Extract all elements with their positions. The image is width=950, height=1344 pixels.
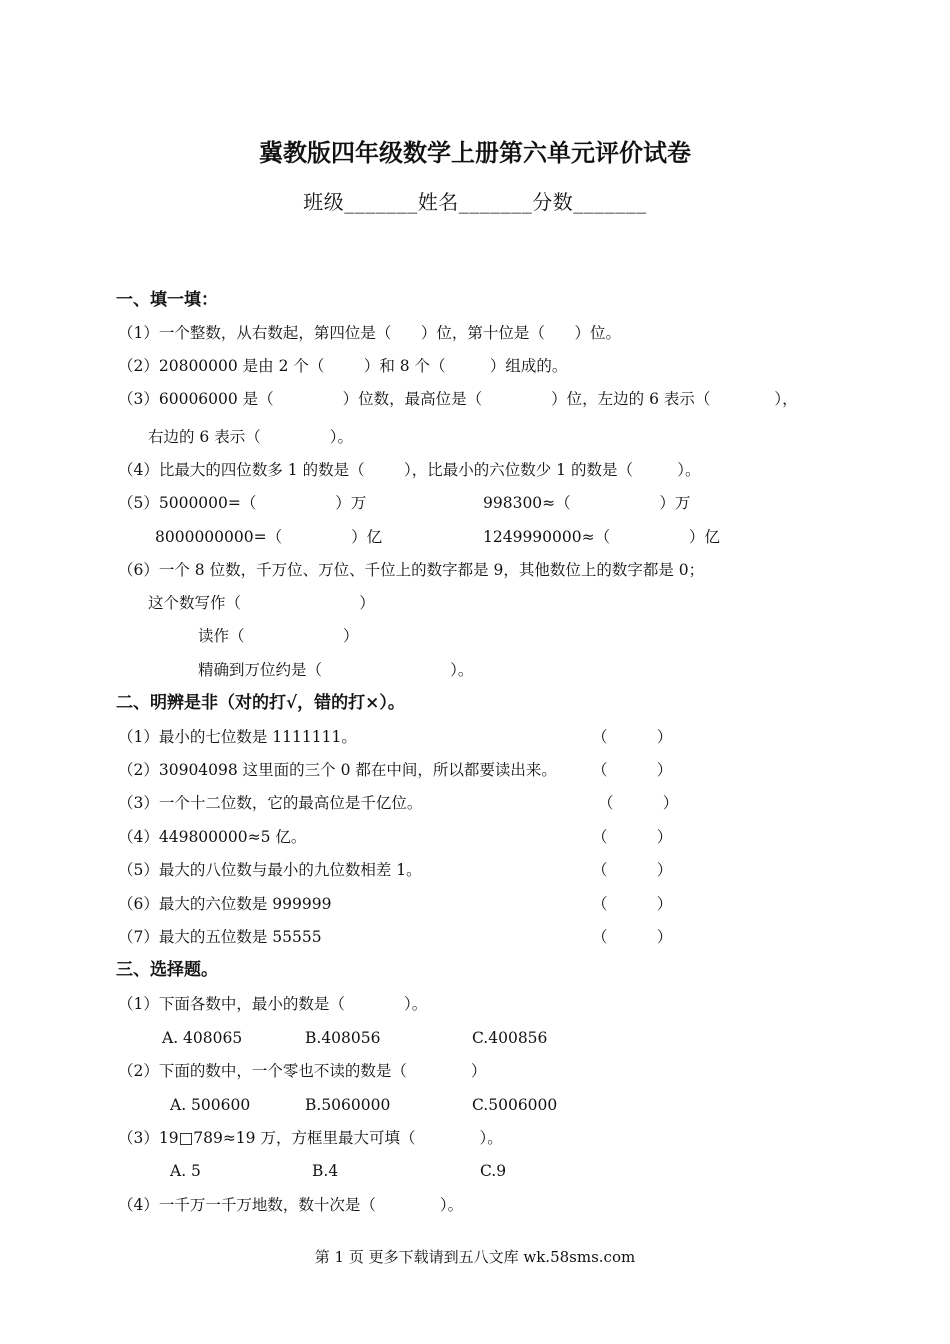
- s1-q6-approx: 精确到万位约是（ ）。: [198, 661, 474, 679]
- s1-q5b: 998300≈（ ）万: [483, 494, 691, 512]
- s3-q3-option-b: B.4: [312, 1162, 339, 1180]
- s3-q4: （4）一千万一千万地数，数十次是（ ）。: [118, 1196, 464, 1214]
- s1-q3: （3）60006000 是（ ）位数，最高位是（ ）位，左边的 6 表示（ ），: [118, 390, 798, 408]
- s3-q3-option-a: A. 5: [170, 1162, 201, 1180]
- s2-item-6-answer: （ ）: [592, 895, 673, 913]
- s1-q1: （1）一个整数，从右数起，第四位是（ ）位，第十位是（ ）位。: [118, 324, 621, 342]
- page-title: 冀教版四年级数学上册第六单元评价试卷: [259, 138, 691, 167]
- student-info-line: 班级_______姓名_______分数_______: [303, 190, 647, 214]
- s3-q1-option-b: B.408056: [305, 1029, 381, 1047]
- s2-item-7: （7）最大的五位数是 55555: [118, 928, 322, 946]
- s2-item-2: （2）30904098 这里面的三个 0 都在中间，所以都要读出来。: [118, 761, 557, 779]
- s1-q2: （2）20800000 是由 2 个（ ）和 8 个（ ）组成的。: [118, 357, 568, 375]
- s2-item-4-answer: （ ）: [592, 828, 673, 846]
- section1-heading: 一、填一填：: [116, 290, 218, 310]
- section3-heading: 三、选择题。: [116, 960, 218, 980]
- s3-q3-option-c: C.9: [480, 1162, 507, 1180]
- s1-q4: （4）比最大的四位数多 1 的数是（ ），比最小的六位数少 1 的数是（ ）。: [118, 461, 701, 479]
- s1-q5d: 1249990000≈（ ）亿: [483, 528, 720, 546]
- s3-q2: （2）下面的数中，一个零也不读的数是（ ）: [118, 1062, 487, 1080]
- s2-item-3-answer: （ ）: [598, 794, 679, 812]
- s2-item-3: （3）一个十二位数，它的最高位是千亿位。: [118, 794, 423, 812]
- s3-q2-option-b: B.5060000: [305, 1096, 391, 1114]
- s3-q1: （1）下面各数中，最小的数是（ ）。: [118, 995, 428, 1013]
- s2-item-6: （6）最大的六位数是 999999: [118, 895, 332, 913]
- s2-item-5: （5）最大的八位数与最小的九位数相差 1。: [118, 861, 422, 879]
- s3-q2-option-c: C.5006000: [472, 1096, 558, 1114]
- s2-item-1: （1）最小的七位数是 1111111。: [118, 728, 357, 746]
- s2-item-1-answer: （ ）: [592, 728, 673, 746]
- s2-item-4: （4）449800000≈5 亿。: [118, 828, 307, 846]
- section2-heading: 二、明辨是非（对的打√，错的打×）。: [116, 693, 405, 713]
- s1-q6: （6）一个 8 位数，千万位、万位、千位上的数字都是 9，其他数位上的数字都是 0；: [118, 561, 705, 579]
- s3-q1-option-a: A. 408065: [162, 1029, 243, 1047]
- s3-q3: （3）19□789≈19 万，方框里最大可填（ ）。: [118, 1129, 503, 1147]
- s2-item-7-answer: （ ）: [592, 928, 673, 946]
- page-footer: 第 1 页 更多下载请到五八文库 wk.58sms.com: [314, 1248, 636, 1266]
- s3-q1-option-c: C.400856: [472, 1029, 548, 1047]
- s1-q5c: 8000000000=（ ）亿: [155, 528, 383, 546]
- s2-item-2-answer: （ ）: [592, 761, 673, 779]
- s1-q3-cont: 右边的 6 表示（ ）。: [148, 428, 353, 446]
- s1-q5a: （5）5000000=（ ）万: [118, 494, 367, 512]
- s1-q6-read: 读作（ ）: [198, 627, 359, 645]
- s2-item-5-answer: （ ）: [592, 861, 673, 879]
- s1-q6-write: 这个数写作（ ）: [148, 594, 375, 612]
- s3-q2-option-a: A. 500600: [170, 1096, 251, 1114]
